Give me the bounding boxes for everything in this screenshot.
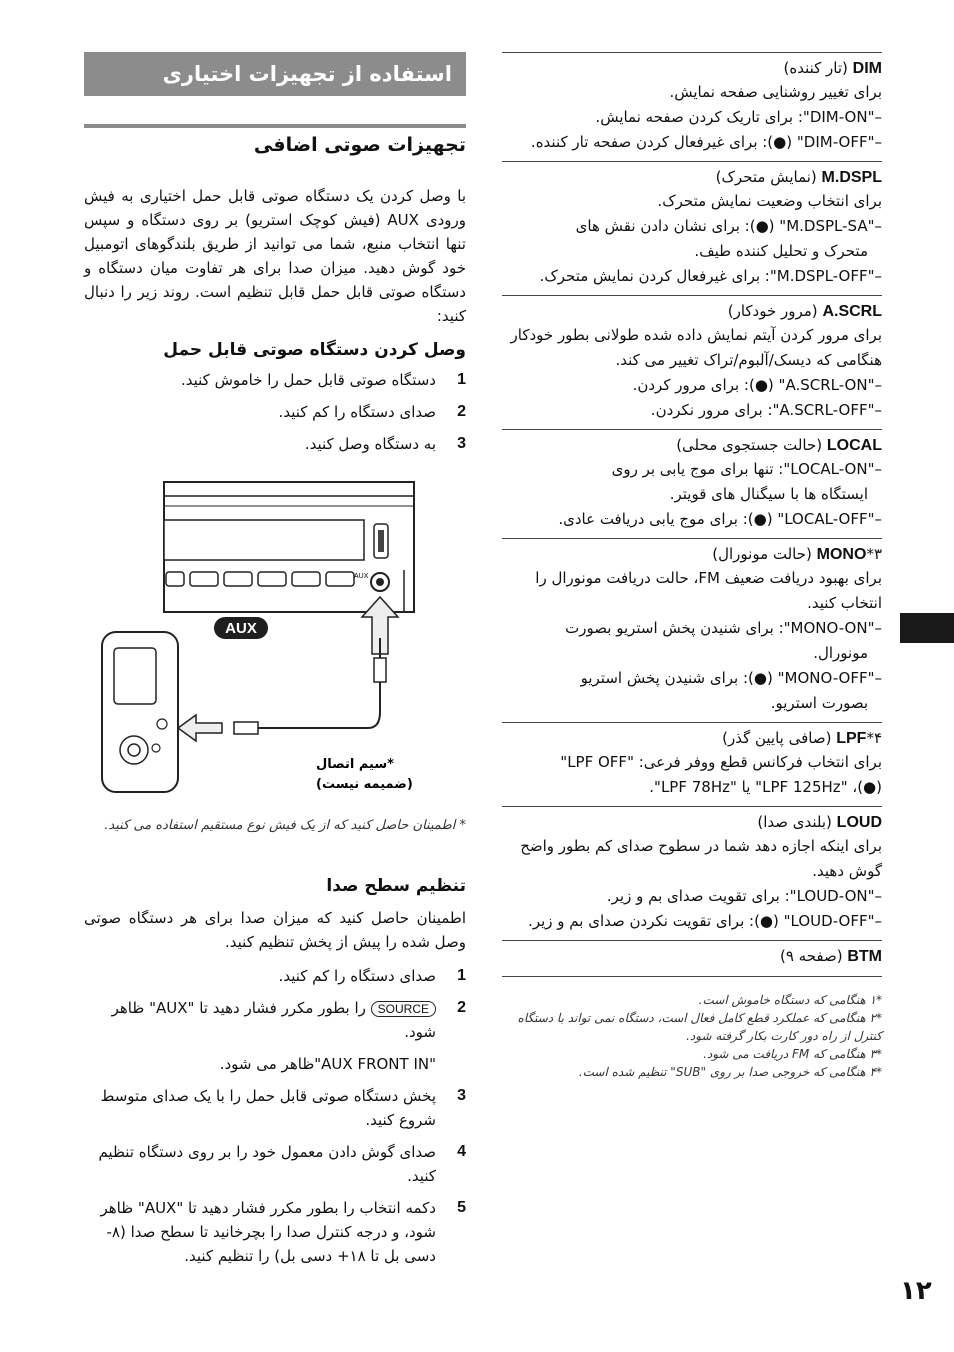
setting-heading [502,57,882,80]
car-stereo-illustration [164,482,414,612]
setting-line: بصورت استریو. [770,694,868,712]
setting-btm [502,940,882,974]
source-button-icon: SOURCE [371,1001,436,1017]
step-number: 5 [457,1199,466,1216]
figure-note: * اطمینان حاصل کنید که از یک فیش نوع مستقیم استفاده می کنید. [104,818,466,833]
setting-line: –"M.DSPL-SA" (●): برای نشان دادن نقش های [575,217,882,235]
setting-line: برای انتخاب وضعیت نمایش متحرک. [657,192,882,210]
setting-line: –"DIM-ON": برای تاریک کردن صفحه نمایش. [595,108,882,126]
connect-steps [84,368,466,456]
page-number: ۱۲ [900,1276,932,1306]
footnote: *۲ هنگامی که عملکرد قطع کامل فعال است، دستگاه نمی تواند با دستگاه کنترل از راه دور کارت بکار گرفته شود. [517,1011,882,1043]
footnote: *۱ هنگامی که دستگاه خاموش است. [698,993,882,1007]
setting-line: –"LOUD-ON": برای تقویت صدای بم و زیر. [606,887,882,905]
setting-line: –"M.DSPL-OFF": برای غیرفعال کردن نمایش متحرک. [539,267,882,285]
step-text: صدای دستگاه را کم کنید. [278,967,436,985]
level-heading: تنظیم سطح صدا [326,876,466,896]
step-number: 3 [457,1087,466,1104]
setting-heading [502,300,882,323]
setting-line: متحرک و تحلیل کننده طیف. [694,242,868,260]
setting-keyword: M.DSPL [821,169,882,186]
setting-line: ایستگاه ها با سیگنال های قویتر. [669,485,868,503]
setting-title: *۳ (حالت مونورال) [712,545,882,563]
setting-title: (بلندی صدا) [757,813,837,831]
step-item [84,996,466,1044]
setting-heading [502,811,882,834]
connection-diagram [84,472,466,812]
setting-keyword: LOCAL [826,437,882,454]
setting-line: (●)، "LPF 125Hz" یا "LPF 78Hz". [649,778,882,796]
setting-line: –"MONO-ON": برای شنیدن پخش استریو بصورت [565,619,882,637]
step-text: دستگاه صوتی قابل حمل را خاموش کنید. [180,371,436,389]
footnote: *۴ هنگامی که خروجی صدا بر روی "SUB" تنظیم شده است. [578,1065,882,1079]
setting-line: –"MONO-OFF" (●): برای شنیدن پخش استریو [580,669,882,687]
step-number: 2 [457,403,466,420]
step-text: صدای گوش دادن معمول خود را بر روی دستگاه تنظیم کنید. [98,1143,436,1185]
setting-line: –"A.SCRL-OFF": برای مرور نکردن. [650,401,882,419]
setting-keyword: A.SCRL [822,303,882,320]
step-number: 1 [457,967,466,984]
setting-line: –"LOCAL-ON": تنها برای موج یابی بر روی [611,460,882,478]
footnote: *۳ هنگامی که FM دریافت می شود. [703,1047,882,1061]
section-title: تجهیزات صوتی اضافی [253,134,466,156]
intro-paragraph: با وصل کردن یک دستگاه صوتی قابل حمل اختیاری به فیش ورودی AUX (فیش کوچک استریو) بر روی دستگاه و سپس تنها انتخاب منبع، شما می توانید از طریق بلندگوهای اتومبیل خود گوش دهید. میزان صدا برای هر تفاوت میان دستگاه و دستگاه صوتی قابل حمل قابل تنظیم است. روند زیر را دنبال کنید: [84,187,466,325]
setting-line: برای مرور کردن آیتم نمایش داده شده طولانی بطور خودکار هنگامی که دیسک/آلبوم/تراک تغییر می کند. [510,326,882,369]
insert-arrow-left [178,715,222,741]
setting-title: *۴ (صافی پایین گذر) [722,729,882,747]
connect-heading: وصل کردن دستگاه صوتی قابل حمل [163,340,466,360]
setting-line: –"LOUD-OFF" (●): برای تقویت نکردن صدای بم و زیر. [528,912,882,930]
aux-badge-label: AUX [225,620,257,637]
setting-keyword: MONO [816,546,867,563]
setting-title: (صفحه ۹) [779,947,848,965]
setting-line: –"DIM-OFF" (●): برای غیرفعال کردن صفحه تار کننده. [530,133,882,151]
settings-list [502,52,882,974]
left-column [84,52,466,1268]
step-text: به دستگاه وصل کنید. [304,435,436,453]
cable-label: *سیم اتصال [316,757,394,772]
step-text-body: را بطور مکرر فشار دهید تا "AUX" ظاهر شود. [111,999,436,1041]
setting-heading [502,945,882,968]
setting-heading [502,727,882,750]
plug-top [374,658,386,682]
step-text: پخش دستگاه صوتی قابل حمل را با یک صدای متوسط شروع کنید. [100,1087,436,1129]
setting-keyword: BTM [847,948,882,965]
setting-line: –"LOCAL-OFF" (●): برای موج یابی دریافت عادی. [558,510,882,528]
step-number: 3 [457,435,466,452]
chapter-tab [900,613,954,643]
level-steps [84,964,466,1268]
setting-keyword: DIM [852,60,882,77]
setting-line: برای تغییر روشنایی صفحه نمایش. [669,83,882,101]
setting-title: (تار کننده) [783,59,853,77]
step-text: "AUX FRONT IN"ظاهر می شود. [219,1055,436,1073]
setting-local [502,429,882,538]
cable [294,682,380,728]
setting-line: مونورال. [813,644,868,662]
step-item [84,1084,466,1132]
step-text: دکمه انتخاب را بطور مکرر فشار دهید تا "AUX" ظاهر شود، و درجه کنترل صدا را بچرخانید تا سطح صدا (۸- دسی بل تا ۱۸+ دسی بل) را تنظیم کنید. [100,1199,436,1265]
step-item [84,1196,466,1268]
step-number: 1 [457,371,466,388]
step-number: 4 [457,1143,466,1160]
step-number: 2 [457,999,466,1016]
chapter-banner: استفاده از تجهیزات اختیاری [84,52,466,96]
setting-keyword: LOUD [836,814,882,831]
cable-label-note: (ضمیمه نیست) [316,777,413,792]
level-intro: اطمینان حاصل کنید که میزان صدا برای هر دستگاه صوتی وصل شده را پیش از پخش تنظیم کنید. [84,909,466,951]
setting-line: برای انتخاب فرکانس قطع ووفر فرعی: "LPF OFF" [560,753,882,771]
step-item [84,368,466,392]
footnotes [502,976,882,1081]
step-item [84,1052,466,1076]
setting-line: برای بهبود دریافت ضعیف FM، حالت دریافت مونورال را انتخاب کنید. [535,569,882,612]
step-item [84,432,466,456]
setting-a-scrl [502,295,882,429]
setting-dim [502,52,882,161]
setting-heading [502,166,882,189]
setting-loud [502,806,882,940]
setting-lpf [502,722,882,806]
step-text [84,996,446,1044]
setting-title: (مرور خودکار) [727,302,823,320]
setting-mono [502,538,882,722]
jack-label: AUX [354,573,369,580]
setting-line: برای اینکه اجازه دهد شما در سطوح صدای کم بطور واضح گوش دهید. [520,837,882,880]
setting-m-dspl [502,161,882,295]
section-rule [84,124,466,128]
right-column [502,52,882,1081]
setting-heading [502,434,882,457]
setting-title: (نمایش متحرک) [715,168,822,186]
setting-heading [502,543,882,566]
step-item [84,400,466,424]
step-text: صدای دستگاه را کم کنید. [278,403,436,421]
plug-left [234,722,258,734]
setting-title: (حالت جستجوی محلی) [676,436,827,454]
setting-line: –"A.SCRL-ON" (●): برای مرور کردن. [632,376,882,394]
setting-keyword: LPF [836,730,867,747]
portable-player-illustration [102,632,178,792]
step-item [84,964,466,988]
step-item [84,1140,466,1188]
